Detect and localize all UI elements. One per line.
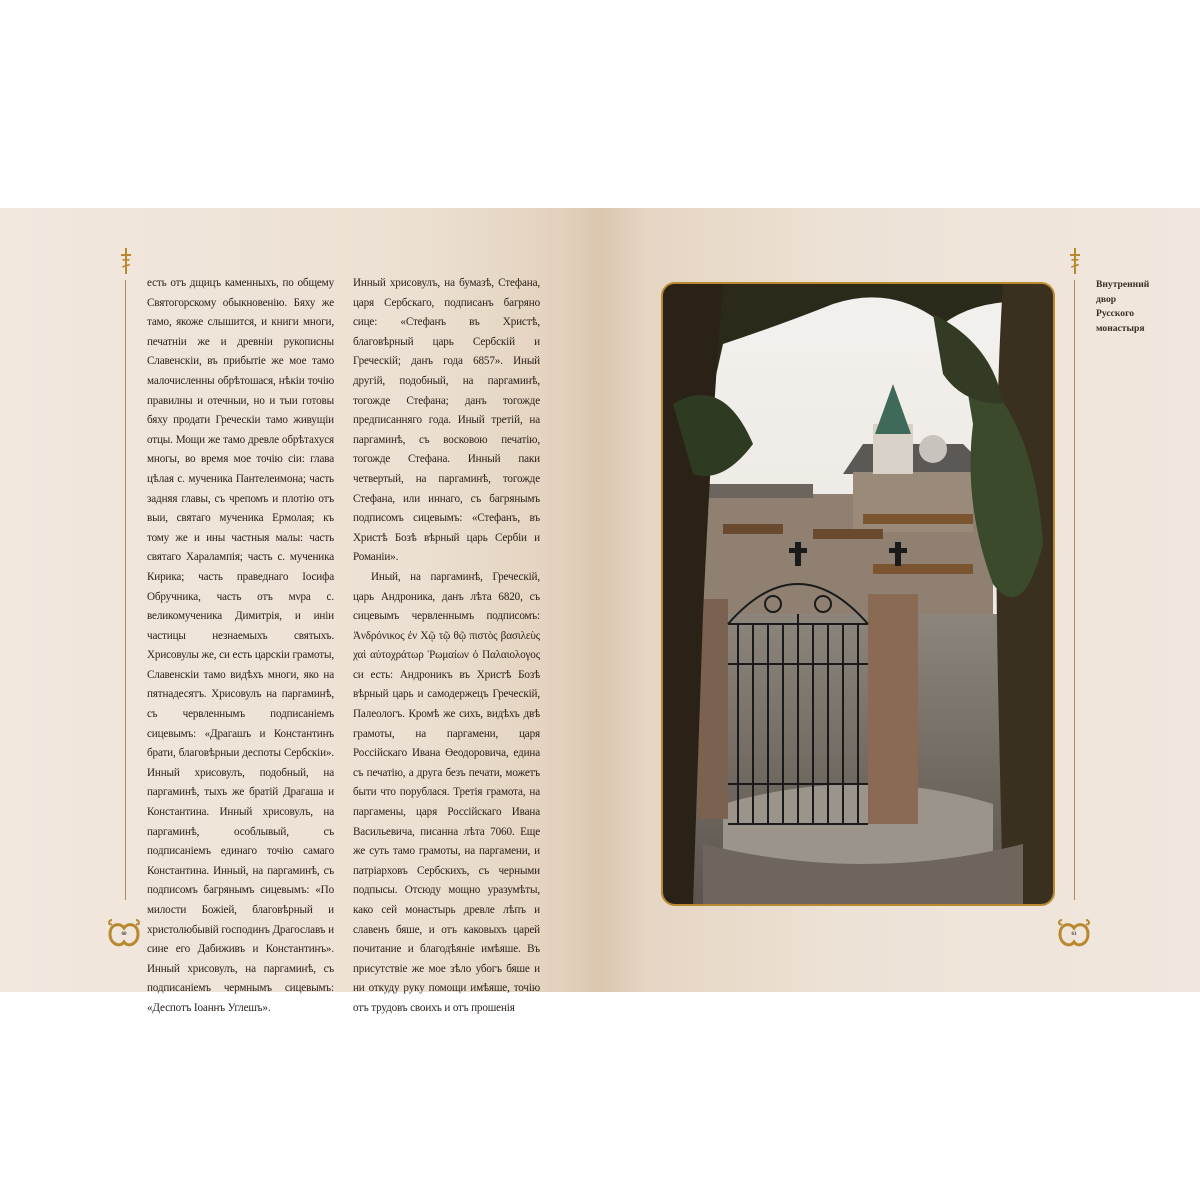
text-column-2 <box>353 274 540 1019</box>
paragraph: Инный хрисовулъ, на бумазѣ, Стефана, царя Сербскаго, подписанъ багряно сице: «Стефанъ въ Христѣ, благовѣрный царь Сербскiй и Греческiй; данъ года 6857». Иный другiй, подобный, на паргаминѣ, тогожде Стефана; данъ тогожде предписанняго года. Иный третiй, на паргаминѣ, съ восковою печатiю, тогожде Стефана. Инный паки четвертый, на паргаминѣ, тогожде Стефана, или иннаго, съ багрянымъ подписомъ сицевымъ: «Стефанъ, въ Христѣ Бозѣ вѣрный царь Сербiи и Романiи». <box>353 277 540 564</box>
cross-icon <box>1068 248 1082 274</box>
book-spread <box>0 208 1200 1014</box>
left-page <box>0 208 600 1014</box>
caption-line: Внутренний <box>1096 279 1150 290</box>
photo-caption <box>1096 278 1186 336</box>
page-number: 61 <box>1071 932 1077 937</box>
page-number: 60 <box>121 932 127 937</box>
margin-rule <box>125 280 126 900</box>
paragraph: Иный, на паргаминѣ, Греческiй, царь Андроника, данъ лѣта 6820, съ сицевымъ червленнымъ подписомъ: Ἀνδρόνικος ἐν Χῷ τῷ θῷ πιστὸς βασιλεὺς χαὶ αὐτοχράτωρ Ῥωμαίων ὁ Παλαιολογος си есть: Андроникъ въ Христѣ Бозѣ вѣрный царь и самодержецъ Греческiй, Палеологъ. Кромѣ же сихъ, видѣхъ двѣ грамоты, на паргамени, царя Россiйскаго Ивана Өеодоровича, едина съ печатiю, а друга безъ печати, можетъ быти что порублася. Третiя грамота, на паргамены, царя Россiйскаго Ивана Васильевича, писанна лѣта 7060. Еще же суть тамо грамоты, на паргамени, и патрiарховъ Сербскихъ, съ черными подпысы. Отсюду мощно уразумѣты, како сей монастырь древле лѣпъ и славенъ бяше, и отъ каковыхъ царей почитание и благодѣянiе имѣяше. Въ присутствiе же мое зѣло убогъ бяше и ни откуду руку помощи имѣяше, точiю отъ трудовъ своихъ и отъ прошенiя <box>353 570 540 1014</box>
caption-line: Русского <box>1096 308 1134 320</box>
paragraph: есть отъ дщицъ каменныхъ, по общему Святогорскому обыкновенiю. Бяху же тамо, якоже слышится, и книги многи, печатнiи же и древнiи рукописны Славенскiи, въ прибытiе же мое тамо малочисленны обрѣтошася, нѣкiи точiю правилны и отечныи, но и тыи готовы бяху продати Греческiи тамо живущiи отцы. Мощи же тамо древле обрѣтахуся многы, во время мое точiю сiи: глава цѣлая с. мученика Пантелеимона; часть задняя главы, съ чрепомъ и плотiю отъ выи, святаго мученика Ермолая; къ тому же и ины частныя малы: часть святаго Харалампiя; часть с. мученика Кирика; часть праведнаго Iосифа Обручника, часть отъ мνра с. великомученика Димитрiя, и инiи частицы незнаемыхъ святыхъ. Хрисовулы же, си есть царскiи грамоты, Славенскiи тамо видѣхъ многи, яко на пятнадесятъ. Хрисовулъ на паргаминѣ, съ червленнымъ подписанiемъ сицевымъ: «Драгашъ и Константинъ брати, благовѣрныи деспоты Сербскiи». Инный хрисовулъ, подобный, на паргаминѣ, тыхъ же братiй Драгаша и Константина. Инный хрисовулъ, на паргаминѣ, особлывый, съ подписанiемъ единаго точiю самаго Константина. Инный, на паргаминѣ, съ подписомъ багрянымъ сицевымъ: «По милости Божiей, благовѣрный и христолюбывiй господинъ Драгославъ и сине его Дабиживъ и Константинъ». Инный хрисовулъ, на паргаминѣ, съ подписанiемъ чермнымъ сицевымъ: «Деспотъ Iоаннъ Углешъ». <box>147 277 334 1014</box>
courtyard-image <box>663 284 1053 904</box>
caption-line: монастыря <box>1096 322 1145 334</box>
caption-line: двор <box>1096 293 1117 305</box>
text-column-1 <box>147 274 334 1019</box>
margin-rule <box>1074 280 1075 900</box>
right-page <box>600 208 1200 992</box>
monastery-photo <box>661 282 1055 906</box>
cross-icon <box>119 248 133 274</box>
